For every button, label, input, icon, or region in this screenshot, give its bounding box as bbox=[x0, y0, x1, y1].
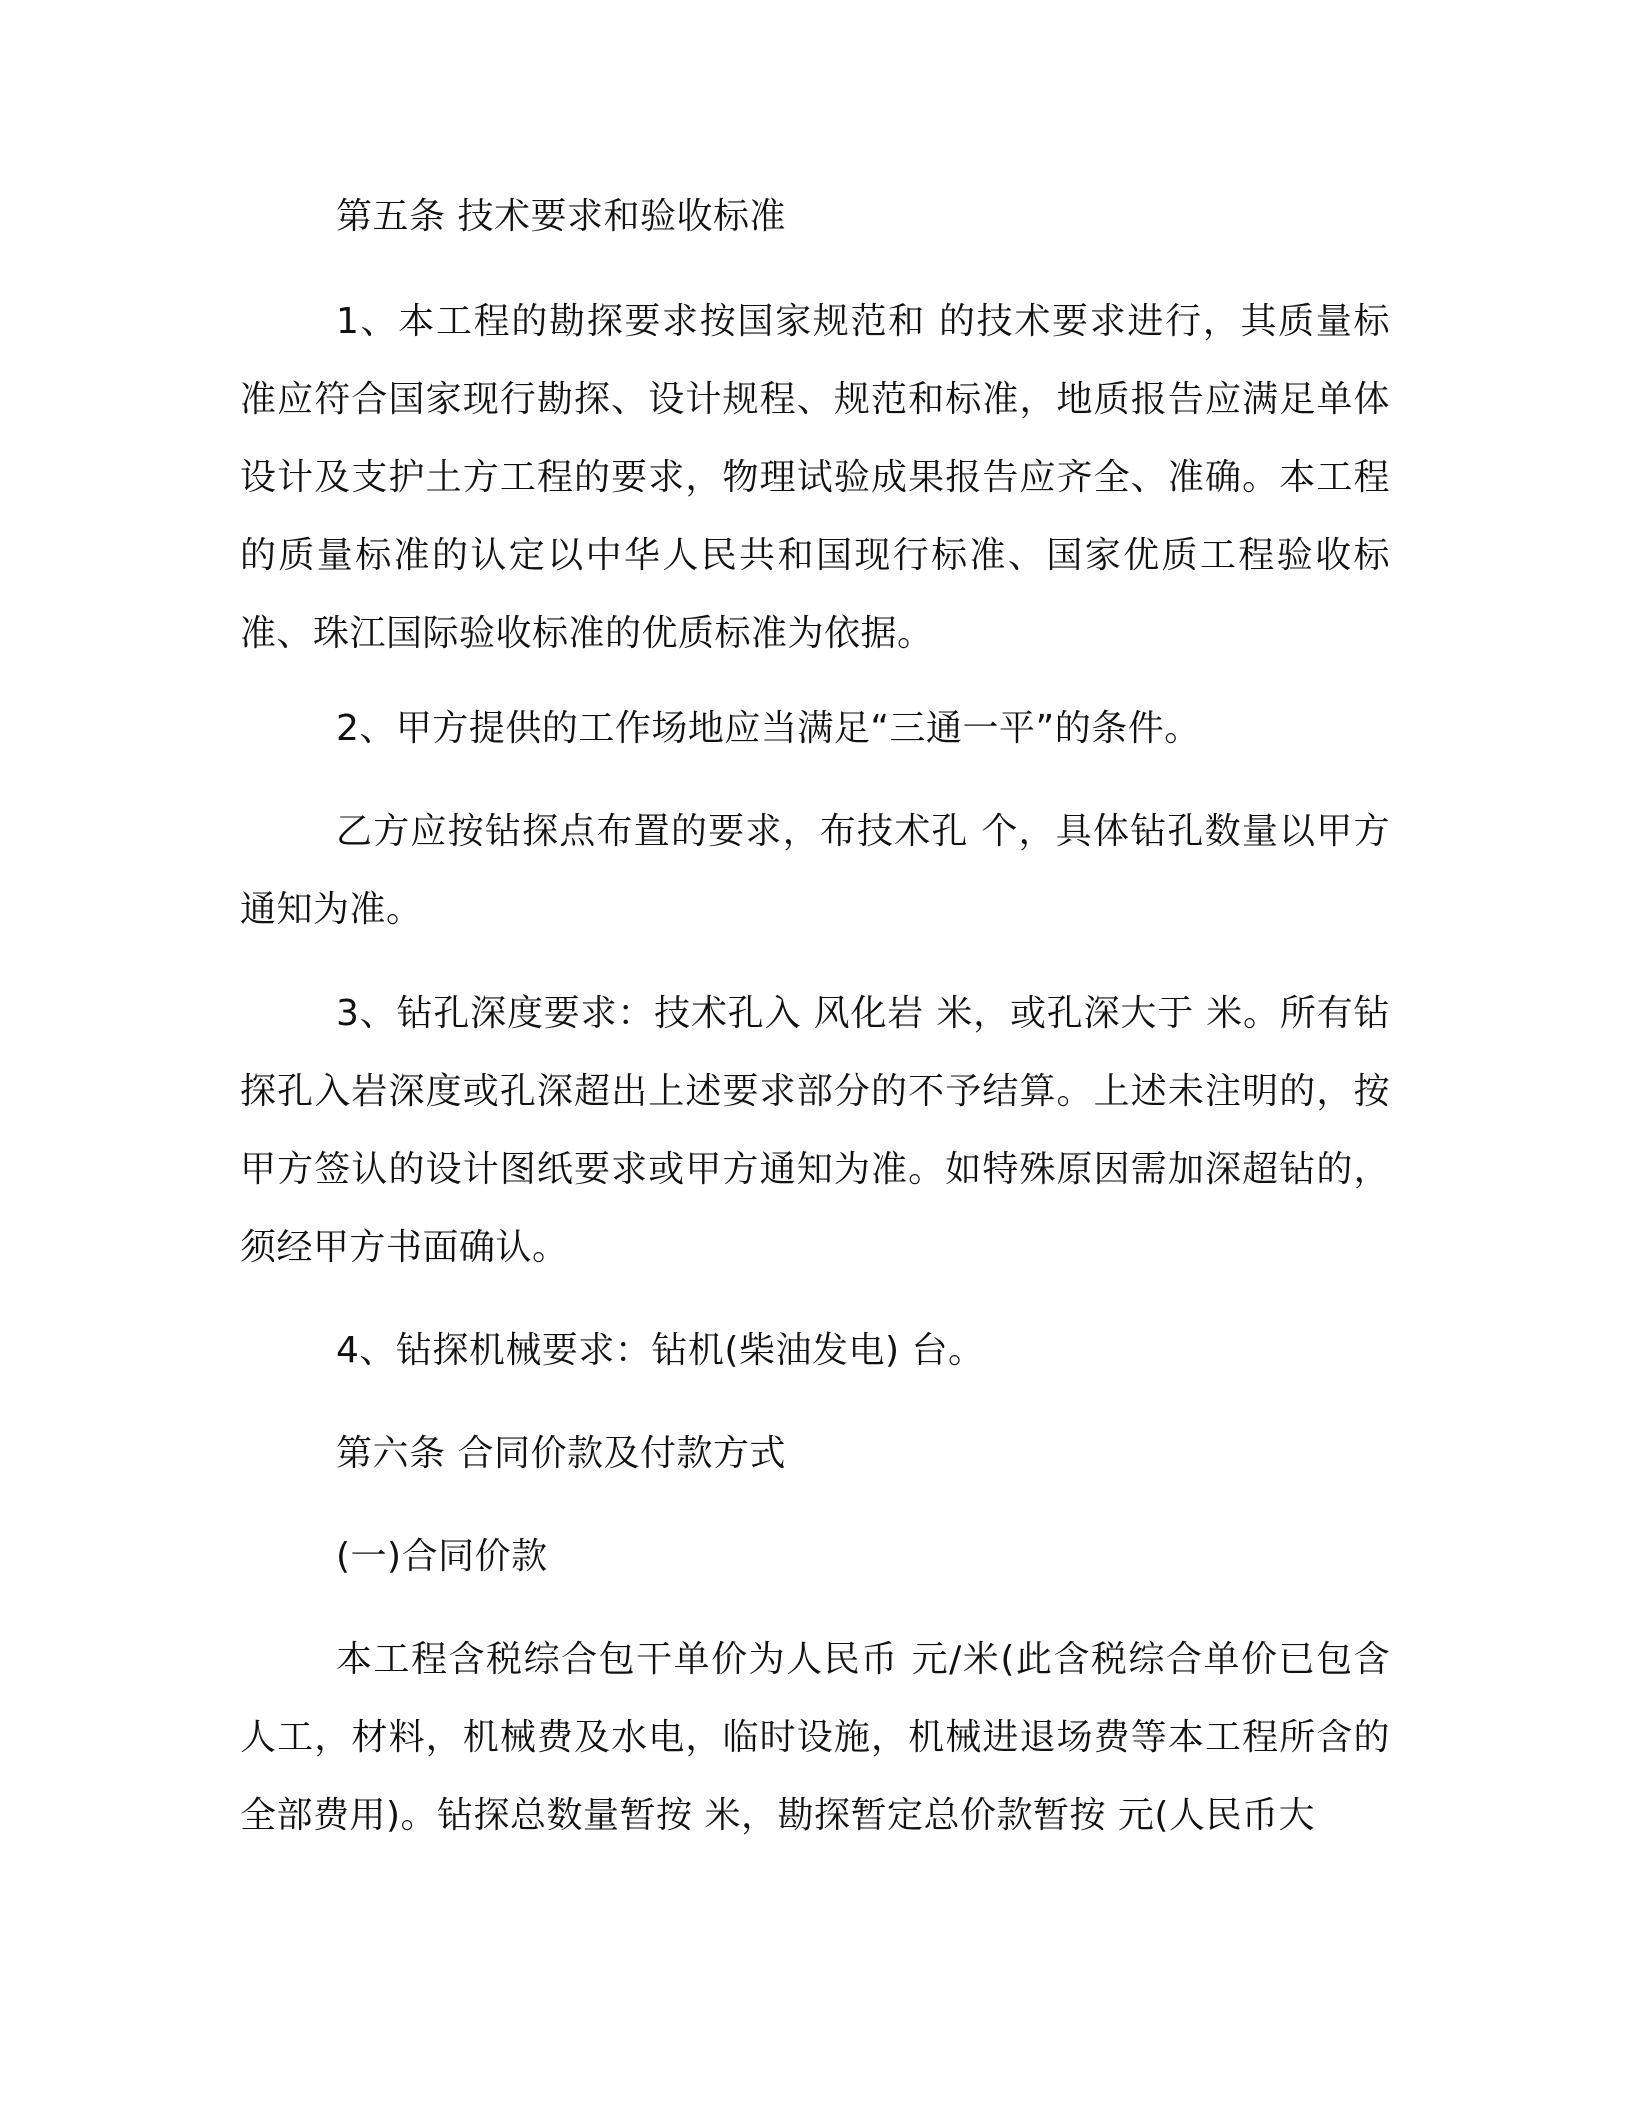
price-paragraph: 本工程含税综合包干单价为人民币 元/米(此含税综合单价已包含人工，材料，机械费及水电，临时设施，机械进退场费等本工程所含的全部费用)。钻探总数量暂按 米，勘探暂定总价款暂按 元(人民币大 bbox=[240, 1639, 1390, 1836]
item4-paragraph: 4、钻探机械要求：钻机(柴油发电) 台。 bbox=[336, 1330, 985, 1371]
article5-heading: 第五条 技术要求和验收标准 bbox=[336, 196, 786, 237]
item2-note-paragraph: 乙方应按钻探点布置的要求，布技术孔 个，具体钻孔数量以甲方通知为准。 bbox=[240, 811, 1390, 930]
item1-paragraph: 1、本工程的勘探要求按国家规范和 的技术要求进行，其质量标准应符合国家现行勘探、设计规程、规范和标准，地质报告应满足单体设计及支护土方工程的要求，物理试验成果报告应齐全、准确。本工程的质量标准的认定以中华人民共和国现行标准、国家优质工程验收标准、珠江国际验收标准的优质标准为依据。 bbox=[240, 301, 1390, 654]
item2-paragraph: 2、甲方提供的工作场地应当满足“三通一平”的条件。 bbox=[336, 708, 1201, 749]
item3-paragraph: 3、钻孔深度要求：技术孔入 风化岩 米，或孔深大于 米。所有钻探孔入岩深度或孔深超出上述要求部分的不予结算。上述未注明的，按甲方签认的设计图纸要求或甲方通知为准。如特殊原因需加深超钻的，须经甲方书面确认。 bbox=[240, 993, 1390, 1268]
article6-heading: 第六条 合同价款及付款方式 bbox=[336, 1433, 786, 1474]
section1-heading: (一)合同价款 bbox=[336, 1536, 548, 1577]
